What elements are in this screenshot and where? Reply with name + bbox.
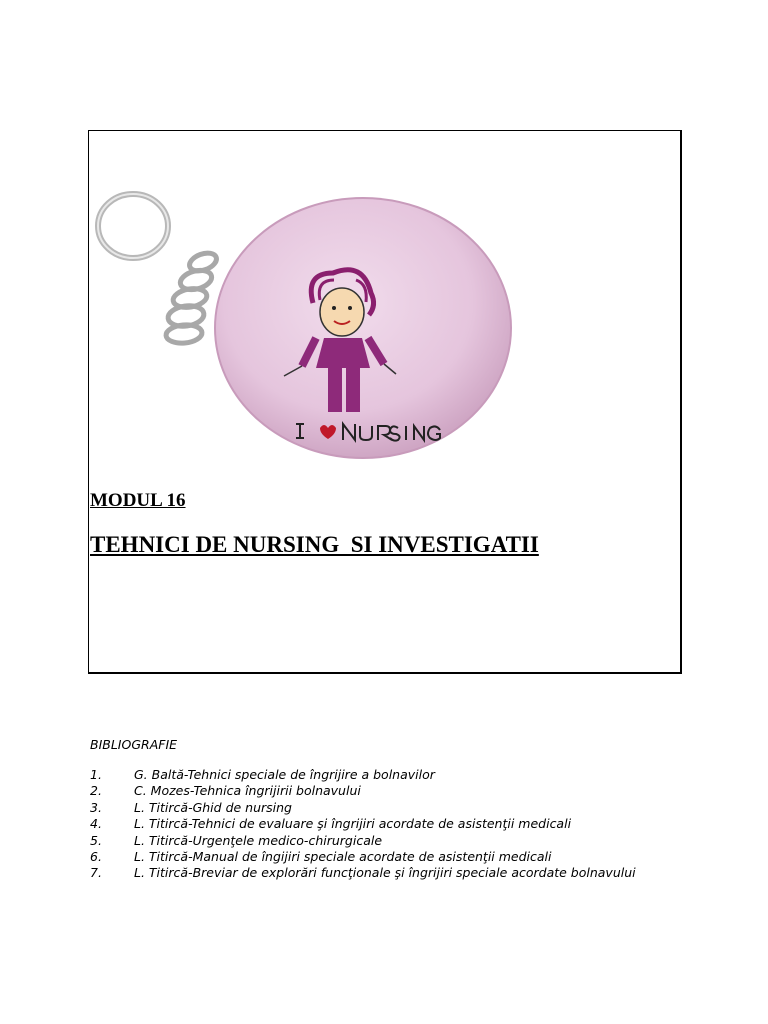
list-item	[90, 767, 686, 783]
pink-disc	[215, 198, 511, 458]
list-item-number: 5.	[90, 832, 102, 848]
bibliography-list	[90, 767, 686, 882]
module-label: MODUL 16	[90, 490, 186, 511]
list-item-text: C. Mozes-Tehnica îngrijirii bolnavului	[134, 783, 361, 799]
list-item-text: L. Titircă-Breviar de explorări funcţionale şi îngrijiri speciale acordate bolnavului	[134, 865, 636, 881]
list-item	[90, 800, 686, 816]
list-item	[90, 783, 686, 799]
module-title: TEHNICI DE NURSING SI INVESTIGATII	[90, 532, 539, 557]
list-item-text: L. Titircă-Tehnici de evaluare şi îngrijiri acordate de asistenţii medicali	[134, 816, 572, 832]
list-item-text: L. Titircă-Ghid de nursing	[134, 799, 292, 815]
nurse-keychain-illustration	[88, 188, 538, 478]
list-item-text: L. Titircă-Urgenţele medico-chirurgicale	[134, 832, 383, 848]
list-item-number: 3.	[90, 799, 102, 815]
bibliography-heading: BIBLIOGRAFIE	[90, 737, 178, 752]
list-item-number: 7.	[90, 865, 102, 881]
list-item-number: 6.	[90, 849, 102, 865]
list-item-number: 2.	[90, 783, 102, 799]
list-item	[90, 833, 686, 849]
list-item	[90, 865, 686, 881]
list-item-text: G. Baltă-Tehnici speciale de îngrijire a bolnavilor	[134, 767, 435, 782]
list-item	[90, 849, 686, 865]
list-item	[90, 816, 686, 832]
list-item-number: 4.	[90, 816, 102, 832]
list-item-text: L. Titircă-Manual de îngijiri speciale acordate de asistenţii medicali	[134, 849, 552, 865]
chain-links	[165, 250, 219, 345]
list-item-number: 1.	[90, 767, 102, 782]
